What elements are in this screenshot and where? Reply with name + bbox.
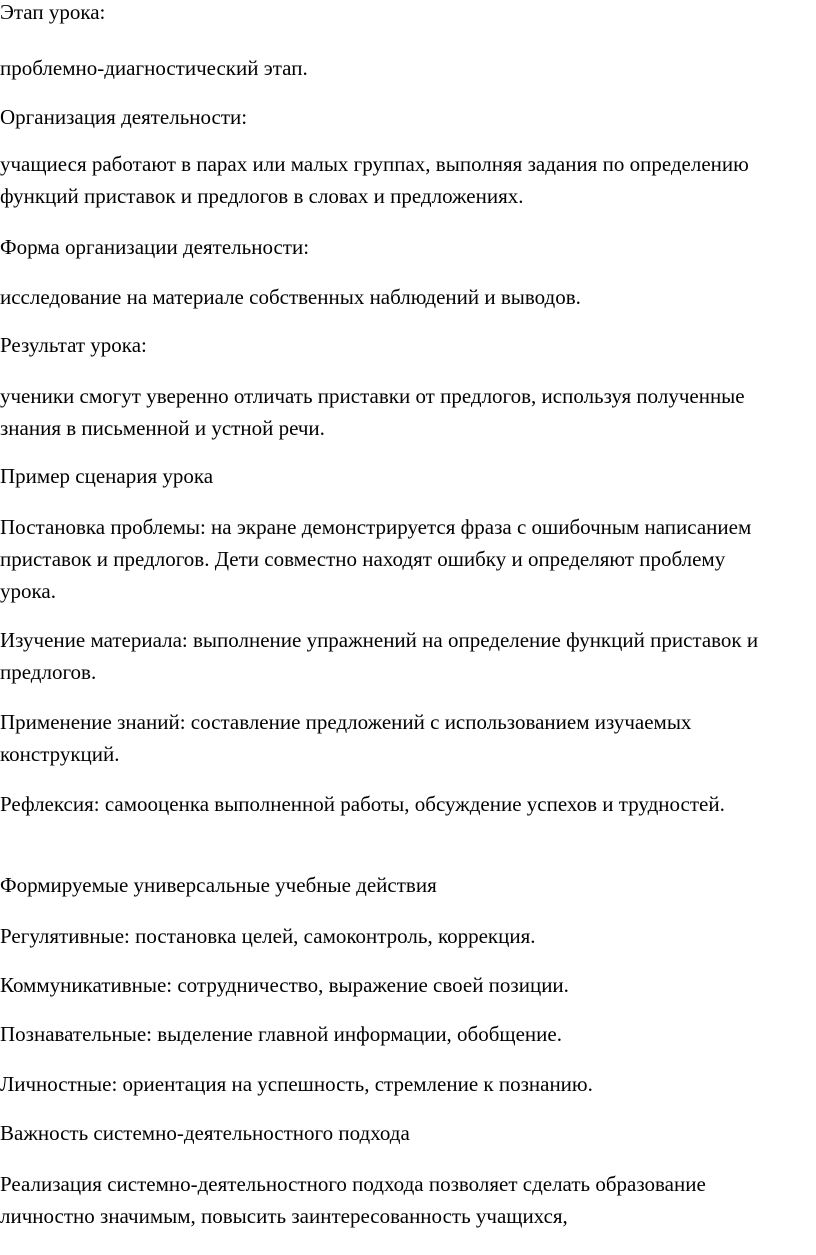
- activity-organization-text: учащиеся работают в парах или малых группах, выполняя задания по определению функций приставок и предлогов в словах и предложениях.: [0, 152, 749, 208]
- scenario-heading: Пример сценария урока: [0, 464, 214, 488]
- activity-organization-heading: Организация деятельности:: [0, 105, 248, 129]
- uud-heading: Формируемые универсальные учебные действия: [0, 873, 437, 897]
- uud-personal-text: Личностные: ориентация на успешность, стремление к познанию.: [0, 1072, 593, 1096]
- scenario-application-text: Применение знаний: составление предложений с использованием изучаемых конструкций.: [0, 710, 692, 766]
- scenario-study-text: Изучение материала: выполнение упражнений на определение функций приставок и предлогов.: [0, 628, 759, 684]
- uud-cognitive-text: Познавательные: выделение главной информации, обобщение.: [0, 1022, 562, 1046]
- scenario-problem-text: Постановка проблемы: на экране демонстрируется фраза с ошибочным написанием приставок и предлогов. Дети совместно находят ошибку и определяют проблему урока.: [0, 515, 752, 603]
- activity-form-text: исследование на материале собственных наблюдений и выводов.: [0, 285, 581, 309]
- lesson-stage-text: проблемно-диагностический этап.: [0, 56, 308, 80]
- approach-text: Реализация системно-деятельностного подхода позволяет сделать образование личностно значимым, повысить заинтересованность учащихся,: [0, 1172, 706, 1228]
- lesson-result-heading: Результат урока:: [0, 333, 147, 357]
- scenario-reflection-text: Рефлексия: самооценка выполненной работы, обсуждение успехов и трудностей.: [0, 792, 725, 816]
- activity-form-heading: Форма организации деятельности:: [0, 235, 310, 259]
- uud-regulatory-text: Регулятивные: постановка целей, самоконтроль, коррекция.: [0, 924, 536, 948]
- lesson-result-text: ученики смогут уверенно отличать приставки от предлогов, используя полученные знания в письменной и устной речи.: [0, 384, 745, 440]
- lesson-stage-heading: Этап урока:: [0, 0, 106, 24]
- approach-heading: Важность системно-деятельностного подхода: [0, 1121, 410, 1145]
- uud-communicative-text: Коммуникативные: сотрудничество, выражение своей позиции.: [0, 973, 569, 997]
